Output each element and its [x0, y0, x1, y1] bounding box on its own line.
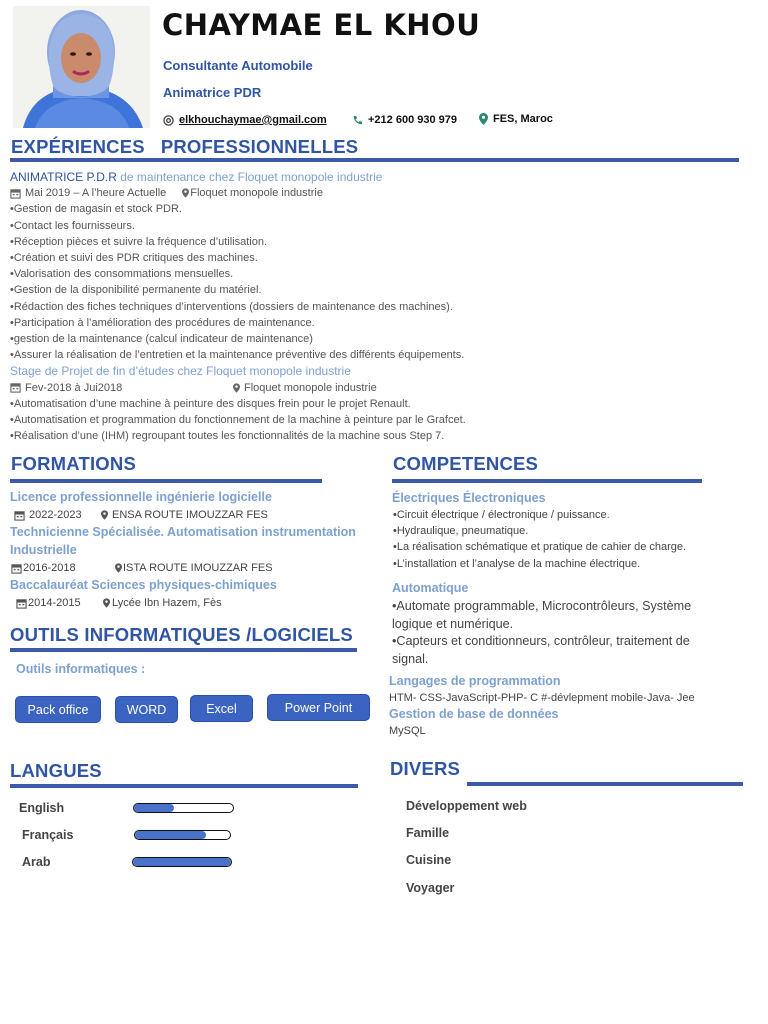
location-text: FES, Maroc — [493, 113, 553, 125]
skill-item: •Capteurs et conditionneurs, contrôleur, traitement de signal. — [392, 634, 690, 666]
skill-item: •Hydraulique, pneumatique. — [393, 525, 529, 537]
skill-group-title: Automatique — [392, 581, 469, 595]
job1-company: de maintenance chez Floquet monopole industrie — [116, 170, 383, 184]
language-level-fill — [133, 858, 231, 866]
location-pin-icon — [479, 113, 488, 125]
experience-heading-part1: EXPÉRIENCES — [11, 136, 145, 157]
job1-meta — [10, 185, 466, 201]
job2-place: Floquet monopole industrie — [244, 381, 377, 394]
job1-task: •gestion de la maintenance (calcul indicateur de maintenance) — [10, 333, 313, 346]
job1-role: ANIMATRICE P.D.R — [10, 170, 117, 184]
divers-rule — [467, 782, 743, 786]
hobby-item: Voyager — [406, 881, 455, 895]
formation-dates: 2022-2023 — [29, 509, 82, 521]
formations-heading: FORMATIONS — [11, 453, 136, 474]
contact-location — [479, 113, 553, 125]
job1-task: •Assurer la réalisation de l’entretien et la maintenance préventive des différents équipements. — [10, 349, 465, 362]
language-level-fill — [135, 831, 206, 839]
language-level-bar — [132, 857, 232, 867]
skill-item: •Circuit électrique / électronique / puissance. — [393, 509, 610, 521]
job2-dates: Fev-2018 à Jui2018 — [25, 381, 123, 394]
job1-task: •Contact les fournisseurs. — [10, 219, 135, 232]
language-name: Arab — [22, 855, 51, 869]
tools-rule — [10, 648, 357, 652]
job1-task: •Gestion de magasin et stock PDR. — [10, 203, 182, 216]
job1-task: •Réception pièces et suivre la fréquence d’utilisation. — [10, 235, 267, 248]
experience-list — [10, 169, 466, 444]
phone-icon — [352, 115, 363, 126]
skill-group-title: Électriques Électroniques — [392, 491, 546, 505]
contact-phone — [352, 114, 457, 126]
tools-heading: OUTILS INFORMATIQUES /LOGICIELS — [10, 624, 353, 645]
language-name: English — [19, 801, 65, 815]
formation-meta — [16, 597, 222, 609]
location-pin-icon — [115, 563, 122, 573]
formation-title: Technicienne Spécialisée. Automatisation instrumentation — [10, 525, 356, 539]
hobby-item: Développement web — [406, 799, 527, 813]
job1-task: •Gestion de la disponibilité permanente du matériel. — [10, 284, 262, 297]
formation-place: Lycée Ibn Hazem, Fès — [112, 597, 222, 609]
email-link[interactable]: elkhouchaymae@gmail.com — [179, 114, 327, 126]
job1-task: •Rédaction des fiches techniques d’interventions (dossiers de maintenance des machines). — [10, 300, 453, 313]
skill-group-title: Gestion de base de données — [389, 707, 559, 721]
skill-item: •L’installation et l’analyse de la machine électrique. — [393, 558, 641, 570]
formation-meta — [14, 509, 268, 521]
language-level-bar — [133, 803, 234, 813]
job1-header — [10, 169, 466, 185]
formations-rule — [10, 479, 322, 483]
profile-photo — [13, 6, 150, 128]
contact-email[interactable] — [163, 114, 327, 126]
formation-meta — [11, 562, 273, 574]
skill-item: HTM- CSS-JavaScript-PHP- C #-dévlepment mobile-Java- Jee — [389, 692, 695, 704]
divers-heading: DIVERS — [390, 758, 461, 779]
formation-title-continued: Industrielle — [10, 543, 77, 557]
location-pin-icon — [103, 598, 110, 608]
hobby-item: Cuisine — [406, 853, 452, 867]
skill-tag-power-point[interactable]: Power Point — [267, 694, 370, 721]
location-pin-icon — [182, 188, 189, 198]
location-pin-icon — [101, 510, 108, 520]
location-pin-icon — [233, 383, 240, 393]
candidate-name: CHAYMAE EL KHOU — [162, 8, 481, 42]
skill-tag-word[interactable]: WORD — [115, 696, 178, 723]
formation-title: Licence professionnelle ingénierie logicielle — [10, 490, 272, 504]
calendar-icon — [16, 598, 27, 609]
calendar-icon — [10, 382, 21, 393]
job1-task: •Participation à l’amélioration des procédures de maintenance. — [10, 316, 315, 329]
language-level-bar — [134, 830, 231, 840]
formation-place: ENSA ROUTE IMOUZZAR FES — [112, 509, 268, 521]
phone-number: +212 600 930 979 — [368, 114, 458, 126]
job1-task: •Création et suivi des PDR critiques des machines. — [10, 252, 258, 265]
job-title: Consultante Automobile — [163, 58, 313, 73]
experience-heading-part2: PROFESSIONNELLES — [160, 136, 359, 157]
job-subtitle: Animatrice PDR — [163, 85, 262, 100]
languages-rule — [10, 784, 358, 788]
hobby-item: Famille — [406, 826, 450, 840]
calendar-icon — [11, 563, 22, 574]
job2-task: •Automatisation et programmation du fonctionnement de la machine à peinture par le Grafcet. — [10, 414, 466, 427]
language-level-fill — [134, 804, 174, 812]
formation-place: ISTA ROUTE IMOUZZAR FES — [123, 562, 273, 574]
skill-tag-pack-office[interactable]: Pack office — [15, 696, 101, 723]
competences-rule — [392, 479, 702, 483]
skill-group-title: Langages de programmation — [389, 674, 561, 688]
job2-task: •Automatisation d’une machine à peinture des disques frein pour le projet Renault. — [10, 397, 411, 410]
calendar-icon — [10, 188, 21, 199]
formation-title: Baccalauréat Sciences physiques-chimiques — [10, 578, 277, 592]
experience-heading — [11, 136, 358, 158]
experience-rule — [10, 158, 739, 162]
job1-dates: Mai 2019 – A l’heure Actuelle — [25, 187, 167, 200]
formation-dates: 2016-2018 — [23, 562, 76, 574]
job2-role: Stage de Projet de fin d’études chez Floquet monopole industrie — [10, 364, 351, 379]
job1-task: •Valorisation des consommations mensuelles. — [10, 268, 234, 281]
job1-place: Floquet monopole industrie — [190, 187, 323, 200]
skill-tag-excel[interactable]: Excel — [190, 695, 253, 722]
skill-item: •Automate programmable, Microcontrôleurs, Système logique et numérique. — [392, 599, 692, 631]
competences-heading: COMPETENCES — [393, 453, 539, 474]
formation-dates: 2014-2015 — [28, 597, 81, 609]
job2-meta — [10, 380, 466, 396]
language-name: Français — [22, 828, 74, 842]
skill-item: •La réalisation schématique et pratique de cahier de charge. — [393, 541, 687, 553]
languages-heading: LANGUES — [10, 760, 102, 781]
job2-task: •Réalisation d’une (IHM) regroupant toutes les fonctionnalités de la machine sous Step 7. — [10, 430, 445, 443]
skill-item: MySQL — [389, 725, 426, 737]
calendar-icon — [14, 510, 25, 521]
tools-subtitle: Outils informatiques : — [16, 662, 146, 676]
at-icon — [163, 115, 174, 126]
